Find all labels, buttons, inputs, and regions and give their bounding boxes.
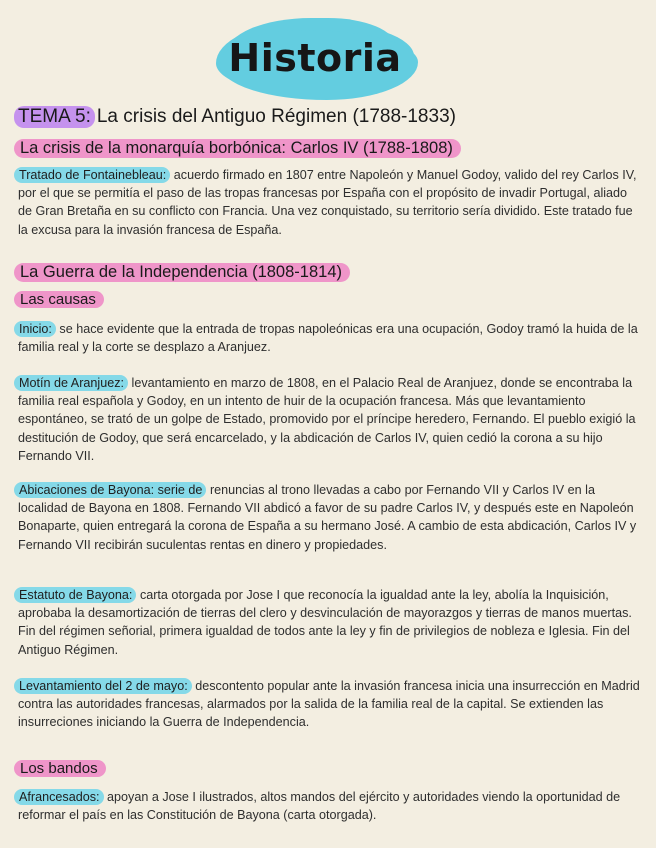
motin-paragraph (18, 374, 642, 465)
fontainebleau-text: acuerdo firmado en 1807 entre Napoleón y Manuel Godoy, valido del rey Carlos IV, por el que se permitía el paso de las tropas francesas por España con el propósito de invadir Portugal, aliado de Gran Bretaña en su conflicto con Francia. Una vez conquistado, su territorio sería dividido. Este tratado fue la excusa para la invasión francesa de España. (18, 168, 637, 237)
tema-label: TEMA 5: (14, 106, 95, 128)
levantamiento-paragraph (18, 677, 642, 732)
inicio-paragraph (18, 320, 642, 356)
inicio-term: Inicio: (14, 321, 56, 337)
estatuto-term: Estatuto de Bayona: (14, 587, 136, 603)
afrancesados-paragraph (18, 788, 642, 824)
estatuto-paragraph (18, 586, 642, 659)
motin-term: Motín de Aranjuez: (14, 375, 128, 391)
estatuto-text: carta otorgada por Jose I que reconocía la igualdad ante la ley, abolía la Inquisición, aprobaba la desamortización de tierras del clero y desvinculación de mayorazgos y tierras de manos muertas. Fin del régimen señorial, primera igualdad de todos ante la ley y fin de privilegios de nobleza e Iglesia. Fin del Antiguo Régimen. (18, 588, 632, 657)
section-guerra-heading: La Guerra de la Independencia (1808-1814) (14, 263, 350, 282)
tema-text: La crisis del Antiguo Régimen (1788-1833) (96, 106, 456, 127)
fontainebleau-paragraph (18, 166, 642, 239)
abdicaciones-term: Abicaciones de Bayona: serie de (14, 482, 206, 498)
fontainebleau-term: Tratado de Fontainebleau: (14, 167, 170, 183)
tema-heading (14, 106, 456, 128)
title-cloud (216, 22, 414, 96)
page-title: Historia (228, 36, 402, 80)
motin-text: levantamiento en marzo de 1808, en el Palacio Real de Aranjuez, donde se encontraba la familia real española y Godoy, en un intento de huir de la ocupación francesa. Más que levantamiento espontáneo, se trató de un golpe de Estado, promovido por el príncipe heredero, Fernando. El pueblo exigió la destitución de Godoy, que será encarcelado, y la abdicación de Carlos IV, quien cedió la corona a su hijo Fernando VII. (18, 376, 636, 463)
inicio-text: se hace evidente que la entrada de tropas napoleónicas era una ocupación, Godoy tramó la huida de la familia real y la corte se desplazo a Aranjuez. (18, 322, 638, 355)
afrancesados-term: Afrancesados: (14, 789, 104, 805)
levantamiento-term: Levantamiento del 2 de mayo: (14, 678, 192, 694)
abdicaciones-text: renuncias al trono llevadas a cabo por Fernando VII y Carlos IV en la localidad de Bayona en 1808. Fernando VII abdicó a favor de su padre Carlos IV, y después este en Napoleón Bonaparte, quien entregará la corona de España a su hermano José. A cambio de esta abdicación, Carlos IV y Fernando VII recibirán suculentas rentas en dinero y propiedades. (18, 483, 637, 552)
abdicaciones-paragraph (18, 481, 642, 554)
afrancesados-text: apoyan a Jose I ilustrados, altos mandos del ejército y autoridades viendo la oportunidad de reformar el país en las Constitución de Bayona (carta otorgada). (18, 790, 621, 823)
subsection-bandos-heading: Los bandos (14, 760, 106, 777)
levantamiento-text: descontento popular ante la invasión francesa inicia una insurrección en Madrid contra las autoridades francesas, alarmados por la salida de la familia real de la capital. Se extienden las insurreciones iniciando la Guerra de Independencia. (18, 679, 640, 730)
section-crisis-heading: La crisis de la monarquía borbónica: Carlos IV (1788-1808) (14, 139, 461, 158)
subsection-causas-heading: Las causas (14, 291, 104, 308)
